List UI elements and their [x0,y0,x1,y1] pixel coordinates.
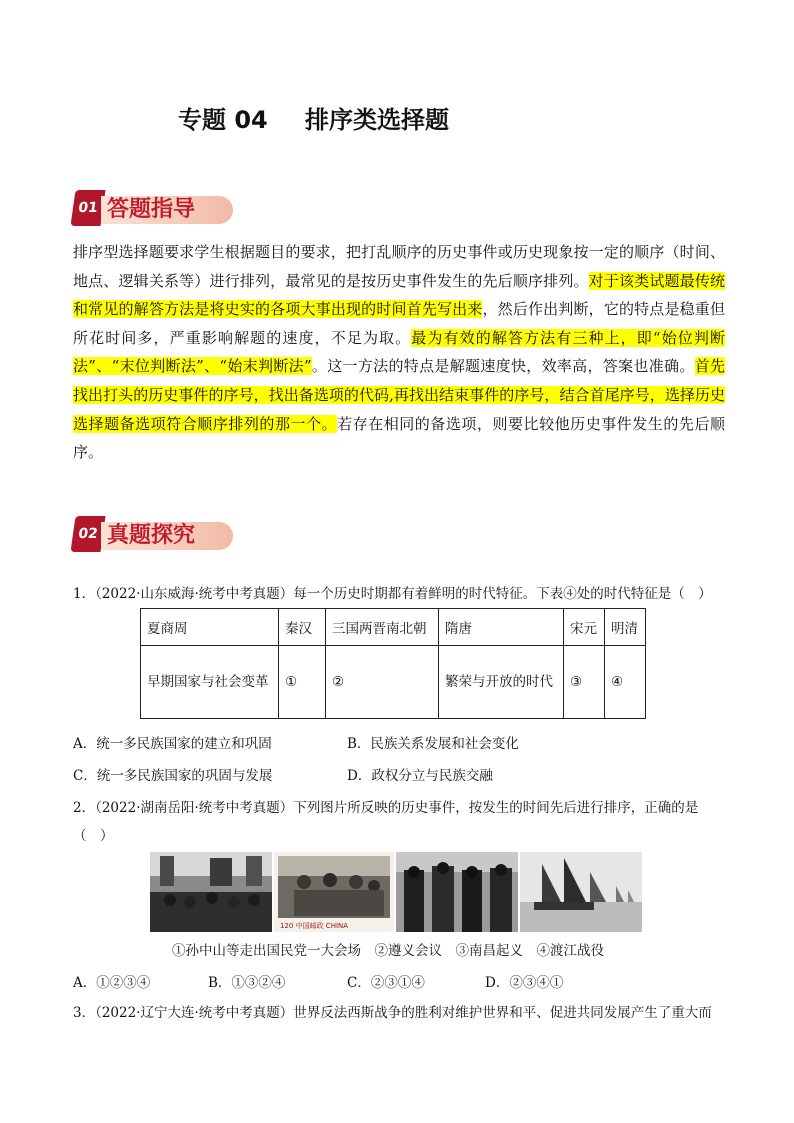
q1-option-a[interactable]: A．统一多民族国家的建立和巩固 [73,736,272,752]
history-photos [150,852,642,932]
guide-text: 。这一方法的特点是解题速度快，效率高，答案也准确。 [311,357,695,376]
table-row [141,646,646,719]
guide-highlight: 最为有效的解答方法有三种上，即“始位判断法”、“末位判断法”、“始末判断法” [73,328,726,376]
table-cell: 宋元 [564,609,605,646]
table-cell: 夏商周 [141,609,279,646]
table-cell: 繁荣与开放的时代 [439,646,564,719]
table-cell: ① [279,646,326,719]
question-2-stem: 2．（2022·湖南岳阳·统考中考真题）下列图片所反映的历史事件，按发生的时间先后进行排序，正确的是（ ） [73,800,699,844]
photo-crossing-river [520,852,642,932]
q2-option-a[interactable]: A．①②③④ [73,975,151,991]
photo-sun-yatsen [150,852,272,932]
table-cell: 明清 [605,609,646,646]
table-cell: ④ [605,646,646,719]
question-3-stem: 3．（2022·辽宁大连·统考中考真题）世界反法西斯战争的胜利对维护世界和平、促进共同发展产生了重大而 [73,1005,712,1021]
guide-text: 若存在相同的备选项，则要比较他历史事件发生的先后顺序。 [73,414,725,462]
table-cell: 秦汉 [279,609,326,646]
q2-option-b[interactable]: B．①③②④ [208,975,286,991]
stamp-text: 120 中国邮政 CHINA [280,922,349,930]
photo-caption: ①孙中山等走出国民党一大会场 ②遵义会议 ③南昌起义 ④渡江战役 [172,943,604,959]
era-table [140,608,646,719]
guide-text: 排序型选择题要求学生根据题目的要求，把打乱顺序的历史事件或历史现象按一定的顺序（时间、地点、逻辑关系等）进行排列，最常见的是按历史事件发生的先后顺序排列。 [73,243,725,290]
guide-paragraph [73,238,725,467]
guide-highlight: 首先找出打头的历史事件的序号，找出备选项的代码,再找出结束事件的序号，结合首尾序号，选择历史选择题备选项符合顺序排列的那一个。 [73,357,725,433]
title-topic-number: 专题 04 [178,106,268,134]
q1-option-d[interactable]: D．政权分立与民族交融 [347,768,493,784]
q1-option-c[interactable]: C．统一多民族国家的巩固与发展 [73,768,273,784]
section-number: 02 [70,516,105,552]
table-cell: 隋唐 [439,609,564,646]
photo-zunyi-stamp [274,852,394,932]
title-topic-name: 排序类选择题 [305,106,449,134]
section-label: 答题指导 [101,196,233,224]
section-label: 真题探究 [101,522,233,550]
table-cell: ② [326,646,439,719]
table-cell: ③ [564,646,605,719]
question-1-stem: 1．（2022·山东威海·统考中考真题）每一个历史时期都有着鲜明的时代特征。下表④处的时代特征是（ ） [73,586,712,602]
table-header-row [141,609,646,646]
section-header-guide [73,190,243,224]
q2-option-d[interactable]: D．②③④① [485,975,564,991]
q1-option-b[interactable]: B．民族关系发展和社会变化 [347,736,519,752]
photo-nanchang-uprising [396,852,518,932]
guide-text: ，然后作出判断，它的特点是稳重但所花时间多，严重影响解题的速度，不足为取。 [73,300,725,347]
table-cell: 早期国家与社会变革 [141,646,279,719]
section-number: 01 [70,190,105,226]
table-cell: 三国两晋南北朝 [326,609,439,646]
section-header-questions [73,516,243,550]
q2-option-c[interactable]: C．②③①④ [347,975,425,991]
guide-highlight: 对于该类试题最传统和常见的解答方法是将史实的各项大事出现的时间首先写出来 [73,271,725,319]
